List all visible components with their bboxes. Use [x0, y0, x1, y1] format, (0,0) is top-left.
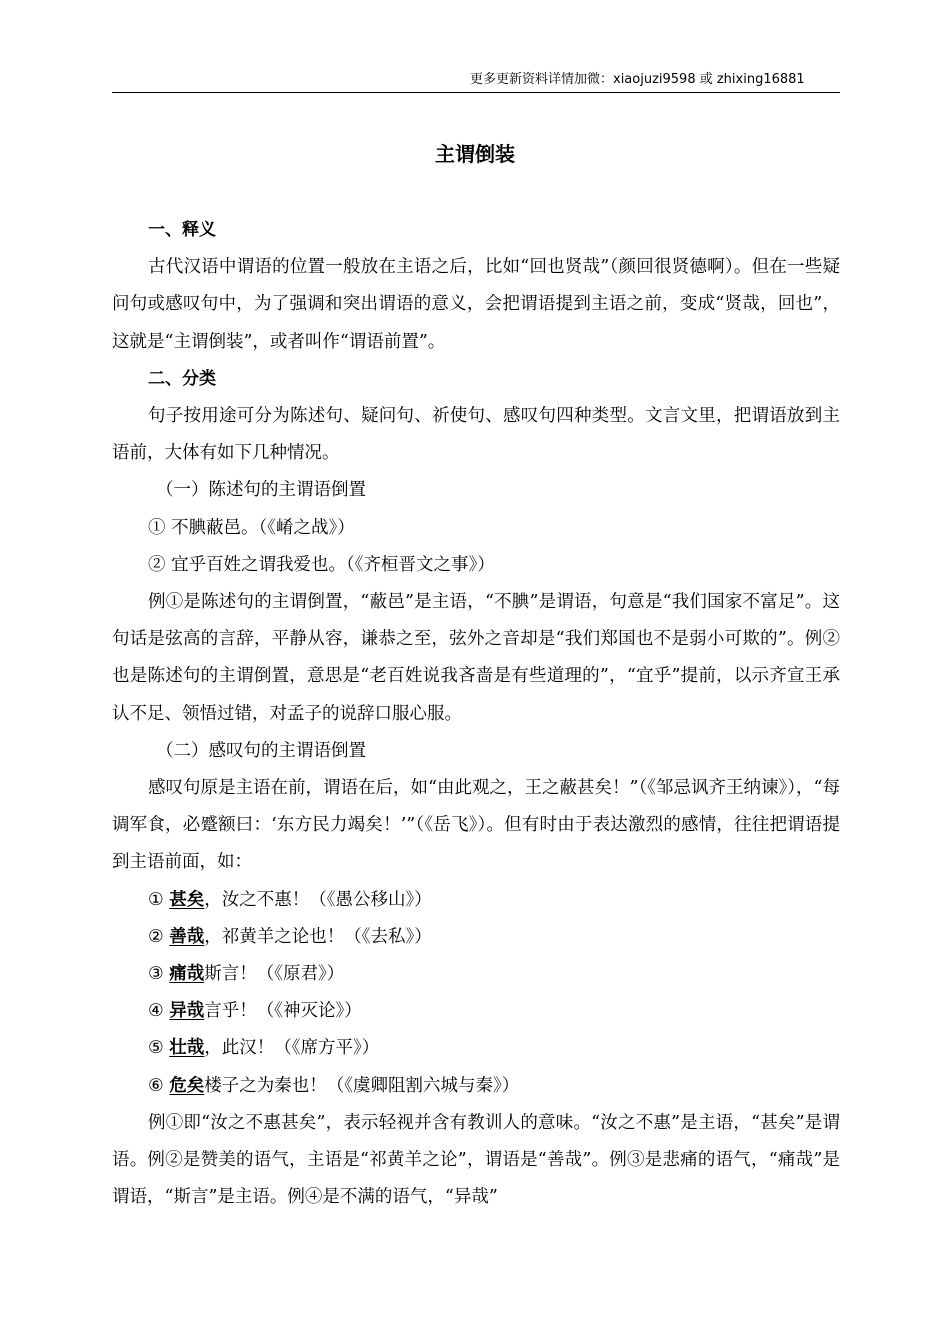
exclamatory-example-6: ⑥ 危矣楼子之为秦也！（《虞卿阻割六城与秦》）: [148, 1075, 520, 1096]
exclamatory-example-1: ① 甚矣，汝之不惠！（《愚公移山》）: [148, 889, 432, 910]
page-title: 主谓倒装: [435, 142, 515, 166]
declarative-explanation: 例①是陈述句的主谓倒置，“蔽邑”是主语，“不腆”是谓语，句意是“我们国家不富足”。这句话是弦高的言辞，平静从容，谦恭之至，弦外之音却是“我们郑国也不是弱小可欺的”。例②也是陈述句的主谓倒置，意思是“老百姓说我吝啬是有些道理的”，“宜乎”提前，以示齐宣王承认不足、领悟过错，对孟子的说辞口服心服。: [112, 592, 840, 724]
definition-paragraph: 古代汉语中谓语的位置一般放在主语之后，比如“回也贤哉”（颜回很贤德啊）。但在一些疑问句或感叹句中，为了强调和突出谓语的意义，会把谓语提到主语之前，变成“贤哉，回也”，这就是“主谓倒装”，或者叫作“谓语前置”。: [112, 257, 840, 352]
header-divider: [112, 92, 840, 93]
subsection-heading-exclamatory: （二）感叹句的主谓语倒置: [156, 740, 366, 761]
exclamatory-paragraph: 感叹句原是主语在前，谓语在后，如“由此观之，王之蔽甚矣！”（《邹忌讽齐王纳谏》），“每调军食，必蹙额曰：‘东方民力竭矣！’”（《岳飞》）。但有时由于表达激烈的感情，往往把谓语提到主语前面，如：: [112, 778, 840, 873]
exclamatory-explanation: 例①即“汝之不惠甚矣”，表示轻视并含有教训人的意味。“汝之不惠”是主语，“甚矣”是谓语。例②是赞美的语气，主语是“祁黄羊之论”，谓语是“善哉”。例③是悲痛的语气，“痛哉”是谓语，“斯言”是主语。例④是不满的语气，“异哉”: [112, 1112, 840, 1208]
declarative-example-2: ② 宜乎百姓之谓我爱也。（《齐桓晋文之事》）: [148, 554, 495, 575]
exclamatory-example-2: ② 善哉，祁黄羊之论也！（《去私》）: [148, 926, 432, 947]
exclamatory-example-5: ⑤ 壮哉，此汉！（《席方平》）: [148, 1038, 380, 1059]
exclamatory-example-3: ③ 痛哉斯言！（《原君》）: [148, 964, 345, 985]
header-contact: 更多更新资料详情加微：xiaojuzi9598 或 zhixing16881: [470, 72, 805, 87]
document-body: [112, 212, 840, 1216]
section-heading-classification: 二、分类: [148, 368, 216, 389]
section-heading-definition: 一、释义: [148, 220, 216, 240]
exclamatory-example-4: ④ 异哉言乎！（《神灭论》）: [148, 1001, 362, 1022]
declarative-example-1: ① 不腆蔽邑。（《崤之战》）: [148, 517, 355, 538]
subsection-heading-declarative: （一）陈述句的主谓语倒置: [156, 480, 366, 501]
classification-paragraph: 句子按用途可分为陈述句、疑问句、祈使句、感叹句四种类型。文言文里，把谓语放到主语前，大体有如下几种情况。: [112, 406, 840, 464]
